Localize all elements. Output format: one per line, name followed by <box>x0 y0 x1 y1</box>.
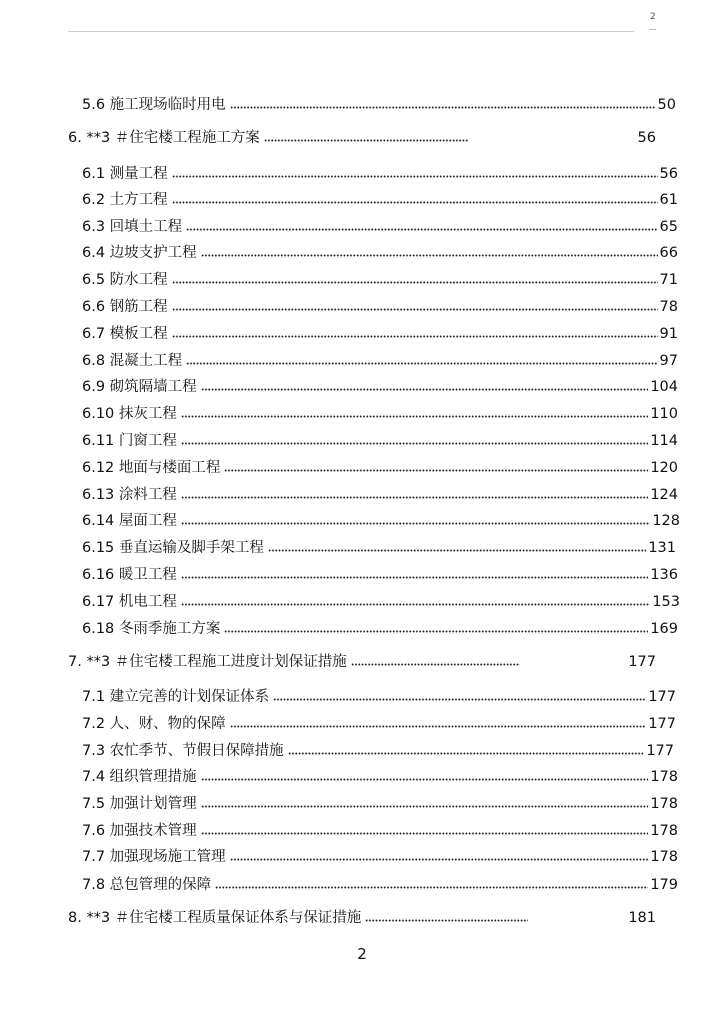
toc-entry-page: 114 <box>650 433 678 449</box>
toc-entry[interactable] <box>82 405 678 423</box>
toc-chapter-entry[interactable] <box>68 909 656 927</box>
toc-entry-title: 7.5 加强计划管理 <box>82 796 197 812</box>
toc-dot-leader <box>172 194 658 204</box>
toc-entry-title: 6.7 模板工程 <box>82 326 168 342</box>
toc-entry[interactable] <box>82 352 678 370</box>
toc-entry[interactable] <box>82 876 678 894</box>
header-dash <box>649 29 656 30</box>
toc-entry-page: 50 <box>657 97 676 113</box>
toc-entry-page: 178 <box>650 769 678 785</box>
toc-entry-page: 136 <box>650 567 678 583</box>
toc-entry-page: 61 <box>659 192 678 208</box>
toc-dot-leader <box>230 851 649 861</box>
toc-entry-page: 104 <box>650 379 678 395</box>
toc-dot-leader <box>273 691 646 701</box>
toc-dot-leader <box>181 515 650 525</box>
toc-dot-leader <box>172 168 658 178</box>
toc-entry-title: 7.3 农忙季节、节假日保障措施 <box>82 743 284 759</box>
toc-entry[interactable] <box>82 486 678 504</box>
toc-dot-leader <box>230 99 656 109</box>
toc-entry-title: 6. **3 ＃住宅楼工程施工方案 <box>68 130 260 146</box>
toc-dot-leader <box>288 745 645 755</box>
toc-entry[interactable] <box>82 566 678 584</box>
toc-entry-title: 7.6 加强技术管理 <box>82 823 197 839</box>
toc-entry-title: 6.5 防水工程 <box>82 272 168 288</box>
toc-entry-title: 5.6 施工现场临时用电 <box>82 97 226 113</box>
toc-entry-title: 6.1 测量工程 <box>82 166 168 182</box>
toc-entry[interactable] <box>82 244 678 262</box>
toc-entry-title: 6.17 机电工程 <box>82 594 177 610</box>
toc-entry-title: 6.9 砌筑隔墙工程 <box>82 379 197 395</box>
toc-entry[interactable] <box>82 848 678 866</box>
toc-dot-leader <box>230 718 647 728</box>
toc-entry-title: 7.2 人、财、物的保障 <box>82 716 226 732</box>
toc-entry[interactable] <box>82 298 678 316</box>
toc-entry-page: 71 <box>659 272 678 288</box>
toc-entry-page: 178 <box>650 849 678 865</box>
toc-entry-page: 120 <box>650 460 678 476</box>
toc-dot-leader <box>172 274 658 284</box>
toc-entry-page: 153 <box>652 594 680 610</box>
toc-entry-page: 177 <box>648 689 676 705</box>
toc-entry-title: 6.15 垂直运输及脚手架工程 <box>82 540 264 556</box>
toc-entry-page: 179 <box>650 877 678 893</box>
toc-entry-title: 8. **3 ＃住宅楼工程质量保证体系与保证措施 <box>68 910 362 926</box>
toc-dot-leader <box>186 355 657 365</box>
toc-entry[interactable] <box>82 795 678 813</box>
header-rule <box>68 31 634 32</box>
toc-entry-page: 128 <box>652 513 680 529</box>
toc-entry-title: 6.2 土方工程 <box>82 192 168 208</box>
toc-dot-leader <box>224 623 648 633</box>
toc-entry-page: 177 <box>648 716 676 732</box>
toc-entry-page: 177 <box>646 743 674 759</box>
toc-entry-title: 7.7 加强现场施工管理 <box>82 849 226 865</box>
toc-dot-leader <box>201 825 649 835</box>
toc-entry[interactable] <box>82 378 678 396</box>
toc-dot-leader <box>172 301 658 311</box>
toc-entry-title: 6.8 混凝土工程 <box>82 353 183 369</box>
toc-dot-leader <box>201 798 649 808</box>
header-page-number: 2 <box>650 12 656 22</box>
toc-entry[interactable] <box>82 512 680 530</box>
toc-entry-title: 6.13 涂料工程 <box>82 487 177 503</box>
toc-entry[interactable] <box>82 593 680 611</box>
toc-entry-page: 177 <box>628 654 656 670</box>
toc-entry-page: 97 <box>659 353 678 369</box>
toc-dot-leader <box>172 328 658 338</box>
toc-entry-page: 56 <box>637 130 656 146</box>
toc-dot-leader <box>201 771 649 781</box>
toc-entry-page: 131 <box>648 540 676 556</box>
toc-entry[interactable] <box>82 218 678 236</box>
toc-entry[interactable] <box>82 620 678 638</box>
toc-entry[interactable] <box>82 742 674 760</box>
toc-entry-title: 7.8 总包管理的保障 <box>82 877 212 893</box>
toc-dot-leader <box>181 435 648 445</box>
toc-entry-page: 178 <box>650 796 678 812</box>
toc-entry[interactable] <box>82 432 678 450</box>
toc-entry-title: 6.10 抹灰工程 <box>82 406 177 422</box>
toc-dot-leader <box>268 542 646 552</box>
toc-entry[interactable] <box>82 822 678 840</box>
toc-entry-title: 7.4 组织管理措施 <box>82 769 197 785</box>
toc-entry-title: 6.14 屋面工程 <box>82 513 177 529</box>
toc-entry[interactable] <box>82 688 676 706</box>
toc-entry-title: 7. **3 ＃住宅楼工程施工进度计划保证措施 <box>68 654 347 670</box>
toc-entry-title: 6.18 冬雨季施工方案 <box>82 621 221 637</box>
toc-entry[interactable] <box>82 165 678 183</box>
toc-dot-leader <box>264 132 468 142</box>
toc-dot-leader <box>181 408 648 418</box>
toc-dot-leader <box>181 489 648 499</box>
toc-dot-leader <box>215 879 648 889</box>
toc-entry[interactable] <box>82 539 676 557</box>
toc-dot-leader <box>181 569 648 579</box>
toc-dot-leader <box>365 912 528 922</box>
toc-entry-page: 91 <box>659 326 678 342</box>
toc-entry-page: 178 <box>650 823 678 839</box>
toc-entry-title: 6.3 回填土工程 <box>82 219 183 235</box>
footer-page-number: 2 <box>357 945 367 963</box>
toc-entry-page: 124 <box>650 487 678 503</box>
toc-chapter-entry[interactable] <box>68 653 656 671</box>
toc-entry[interactable] <box>82 459 678 477</box>
toc-entry-page: 66 <box>659 245 678 261</box>
toc-entry-title: 6.6 钢筋工程 <box>82 299 168 315</box>
toc-entry[interactable] <box>82 768 678 786</box>
toc-entry[interactable] <box>82 271 678 289</box>
toc-dot-leader <box>224 462 648 472</box>
toc-entry-title: 6.16 暖卫工程 <box>82 567 177 583</box>
toc-entry[interactable] <box>82 325 678 343</box>
toc-chapter-entry[interactable] <box>68 129 656 147</box>
toc-dot-leader <box>186 221 657 231</box>
toc-dot-leader <box>201 381 649 391</box>
toc-entry[interactable] <box>82 191 678 209</box>
toc-entry-page: 169 <box>650 621 678 637</box>
toc-entry-page: 78 <box>659 299 678 315</box>
toc-entry-title: 6.4 边坡支护工程 <box>82 245 197 261</box>
toc-dot-leader <box>201 247 658 257</box>
toc-entry-page: 56 <box>659 166 678 182</box>
toc-entry[interactable] <box>82 96 676 114</box>
toc-dot-leader <box>351 656 520 666</box>
toc-entry-title: 6.12 地面与楼面工程 <box>82 460 221 476</box>
toc-entry-page: 65 <box>659 219 678 235</box>
toc-entry-page: 110 <box>650 406 678 422</box>
toc-entry-page: 181 <box>628 910 656 926</box>
toc-entry-title: 7.1 建立完善的计划保证体系 <box>82 689 270 705</box>
toc-entry[interactable] <box>82 715 676 733</box>
toc-dot-leader <box>181 596 650 606</box>
toc-entry-title: 6.11 门窗工程 <box>82 433 177 449</box>
